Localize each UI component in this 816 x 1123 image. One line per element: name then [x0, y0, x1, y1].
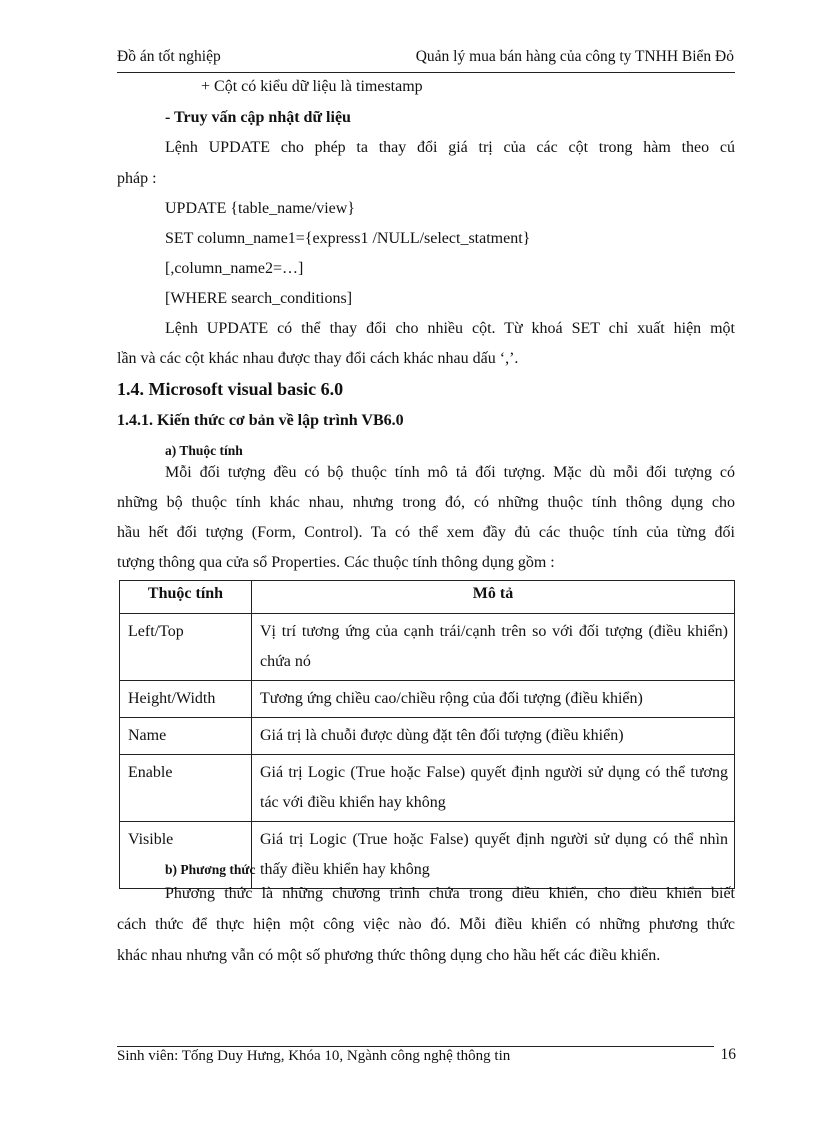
table-header-property: Thuộc tính — [120, 581, 252, 614]
table-row — [120, 755, 735, 822]
table-header-row — [120, 581, 735, 614]
table-row — [120, 718, 735, 755]
table-cell-property: Enable — [120, 755, 252, 822]
table-cell-property: Name — [120, 718, 252, 755]
code-line-2: SET column_name1={express1 /NULL/select_statment} — [165, 230, 531, 247]
subheading-b-methods: b) Phương thức — [165, 862, 256, 877]
properties-paragraph-line-3: hầu hết đối tượng (Form, Control). Ta có thể xem đầy đủ các thuộc tính của từng đối — [117, 524, 735, 541]
section-heading-1-4: 1.4. Microsoft visual basic 6.0 — [117, 379, 344, 399]
code-line-4: [WHERE search_conditions] — [165, 290, 353, 307]
methods-paragraph-line-3: khác nhau nhưng vẫn có một số phương thức thông dụng cho hầu hết các điều khiển. — [117, 947, 661, 964]
code-line-1: UPDATE {table_name/view} — [165, 200, 355, 217]
update-intro-line-2: pháp : — [117, 170, 157, 187]
methods-paragraph-line-1: Phương thức là những chương trình chứa trong điều khiển, cho điều khiển biết — [165, 885, 735, 902]
methods-paragraph-line-2: cách thức để thực hiện một công việc nào đó. Mỗi điều khiển có những phương thức — [117, 916, 735, 933]
footer-student-info: Sinh viên: Tống Duy Hưng, Khóa 10, Ngành công nghệ thông tin — [117, 1048, 511, 1064]
update-intro-line-1: Lệnh UPDATE cho phép ta thay đổi giá trị của các cột trong hàm theo cú — [165, 139, 735, 156]
subheading-a-properties: a) Thuộc tính — [165, 443, 243, 458]
table-cell-description: Tương ứng chiều cao/chiều rộng của đối tượng (điều khiển) — [252, 681, 735, 718]
page-number: 16 — [720, 1046, 736, 1063]
update-note-line-1: Lệnh UPDATE có thể thay đổi cho nhiều cột. Từ khoá SET chỉ xuất hiện một — [165, 320, 735, 337]
update-query-heading: - Truy vấn cập nhật dữ liệu — [165, 109, 351, 126]
properties-paragraph-line-1: Mỗi đối tượng đều có bộ thuộc tính mô tả đối tượng. Mặc dù mỗi đối tượng có — [165, 464, 735, 481]
properties-paragraph-line-2: những bộ thuộc tính khác nhau, nhưng trong đó, có những thuộc tính thông dụng cho — [117, 494, 735, 511]
properties-table — [119, 580, 735, 889]
table-cell-description: Giá trị là chuỗi được dùng đặt tên đối tượng (điều khiển) — [252, 718, 735, 755]
header-title-right: Quản lý mua bán hàng của công ty TNHH Biển Đỏ — [415, 48, 734, 65]
section-heading-1-4-1: 1.4.1. Kiến thức cơ bản về lập trình VB6.0 — [117, 412, 404, 429]
header-rule — [117, 72, 735, 73]
table-row — [120, 614, 735, 681]
table-row — [120, 681, 735, 718]
timestamp-bullet: + Cột có kiểu dữ liệu là timestamp — [201, 78, 423, 95]
footer-rule — [117, 1046, 714, 1047]
table-header-description: Mô tả — [252, 581, 735, 614]
header-title-left: Đồ án tốt nghiệp — [117, 48, 221, 65]
table-cell-description: Vị trí tương ứng của cạnh trái/cạnh trên so với đối tượng (điều khiển) chứa nó — [252, 614, 735, 681]
table-cell-property: Left/Top — [120, 614, 252, 681]
table-cell-property: Visible — [120, 822, 252, 889]
update-note-line-2: lần và các cột khác nhau được thay đổi cách khác nhau dấu ‘,’. — [117, 350, 519, 367]
table-cell-property: Height/Width — [120, 681, 252, 718]
table-cell-description: Giá trị Logic (True hoặc False) quyết định người sử dụng có thể tương tác với điều khiển hay không — [252, 755, 735, 822]
code-line-3: [,column_name2=…] — [165, 260, 304, 277]
table-cell-description: Giá trị Logic (True hoặc False) quyết định người sử dụng có thể nhìn thấy điều khiển hay không — [252, 822, 735, 889]
properties-paragraph-line-4: tượng thông qua cửa sổ Properties. Các thuộc tính thông dụng gồm : — [117, 554, 555, 571]
